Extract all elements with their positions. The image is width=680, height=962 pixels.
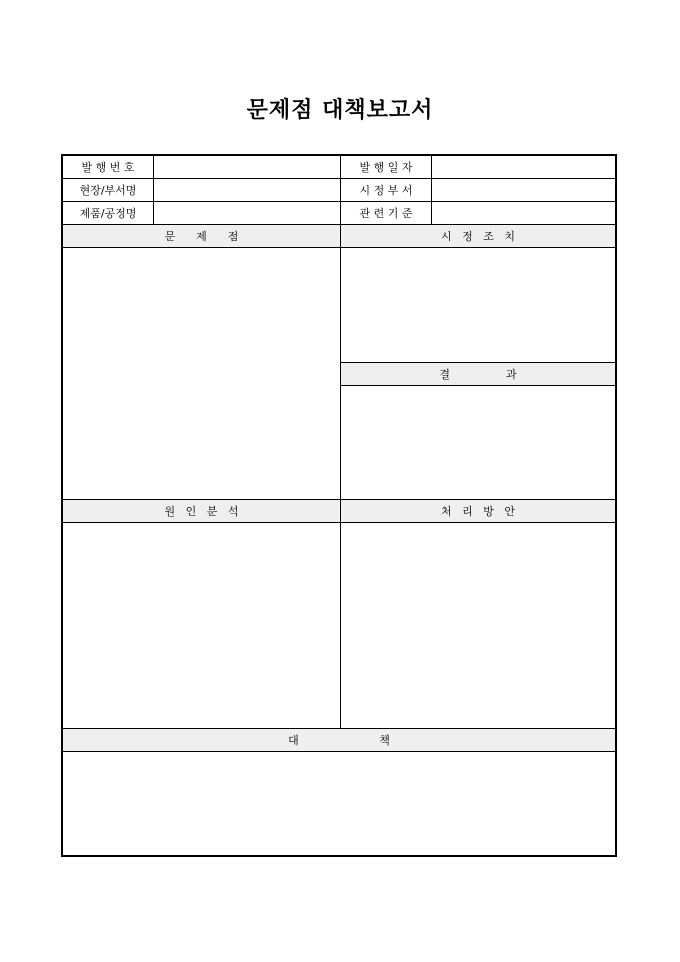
countermeasure-header: 대 책 — [63, 729, 615, 751]
cause-analysis-content[interactable] — [63, 523, 340, 728]
issue-date-field[interactable] — [432, 156, 615, 178]
grid-line — [63, 224, 615, 225]
grid-line — [431, 156, 432, 224]
product-process-field[interactable] — [154, 202, 340, 224]
result-content[interactable] — [341, 386, 615, 499]
label-issue-date: 발 행 일 자 — [359, 161, 413, 174]
result-header: 결 과 — [341, 363, 615, 385]
grid-line — [341, 362, 615, 363]
grid-line — [63, 247, 615, 248]
grid-line — [340, 156, 341, 729]
grid-line — [63, 499, 615, 500]
label-correction-department: 시 정 부 서 — [359, 184, 413, 197]
grid-line — [63, 201, 615, 202]
related-standard-field[interactable] — [432, 202, 615, 224]
label-site-department: 현장/부서명 — [79, 184, 137, 197]
site-department-field[interactable] — [154, 179, 340, 201]
correction-content[interactable] — [341, 248, 615, 362]
label-product-process: 제품/공정명 — [79, 207, 137, 220]
issue-number-field[interactable] — [154, 156, 340, 178]
label-related-standard: 관 련 기 준 — [359, 207, 413, 220]
label-issue-number: 발 행 번 호 — [81, 161, 135, 174]
correction-header: 시 정 조 치 — [341, 225, 615, 247]
grid-line — [63, 178, 615, 179]
treatment-plan-content[interactable] — [341, 523, 615, 728]
report-form — [61, 154, 617, 857]
problem-content[interactable] — [63, 248, 340, 499]
grid-line — [63, 522, 615, 523]
grid-line — [63, 751, 615, 752]
grid-line — [341, 385, 615, 386]
problem-header: 문 제 점 — [63, 225, 340, 247]
grid-line — [63, 728, 615, 729]
cause-analysis-header: 원 인 분 석 — [63, 500, 340, 522]
grid-line — [153, 156, 154, 224]
treatment-plan-header: 처 리 방 안 — [341, 500, 615, 522]
countermeasure-content[interactable] — [63, 752, 615, 855]
correction-department-field[interactable] — [432, 179, 615, 201]
document-title: 문제점 대책보고서 — [246, 98, 434, 123]
